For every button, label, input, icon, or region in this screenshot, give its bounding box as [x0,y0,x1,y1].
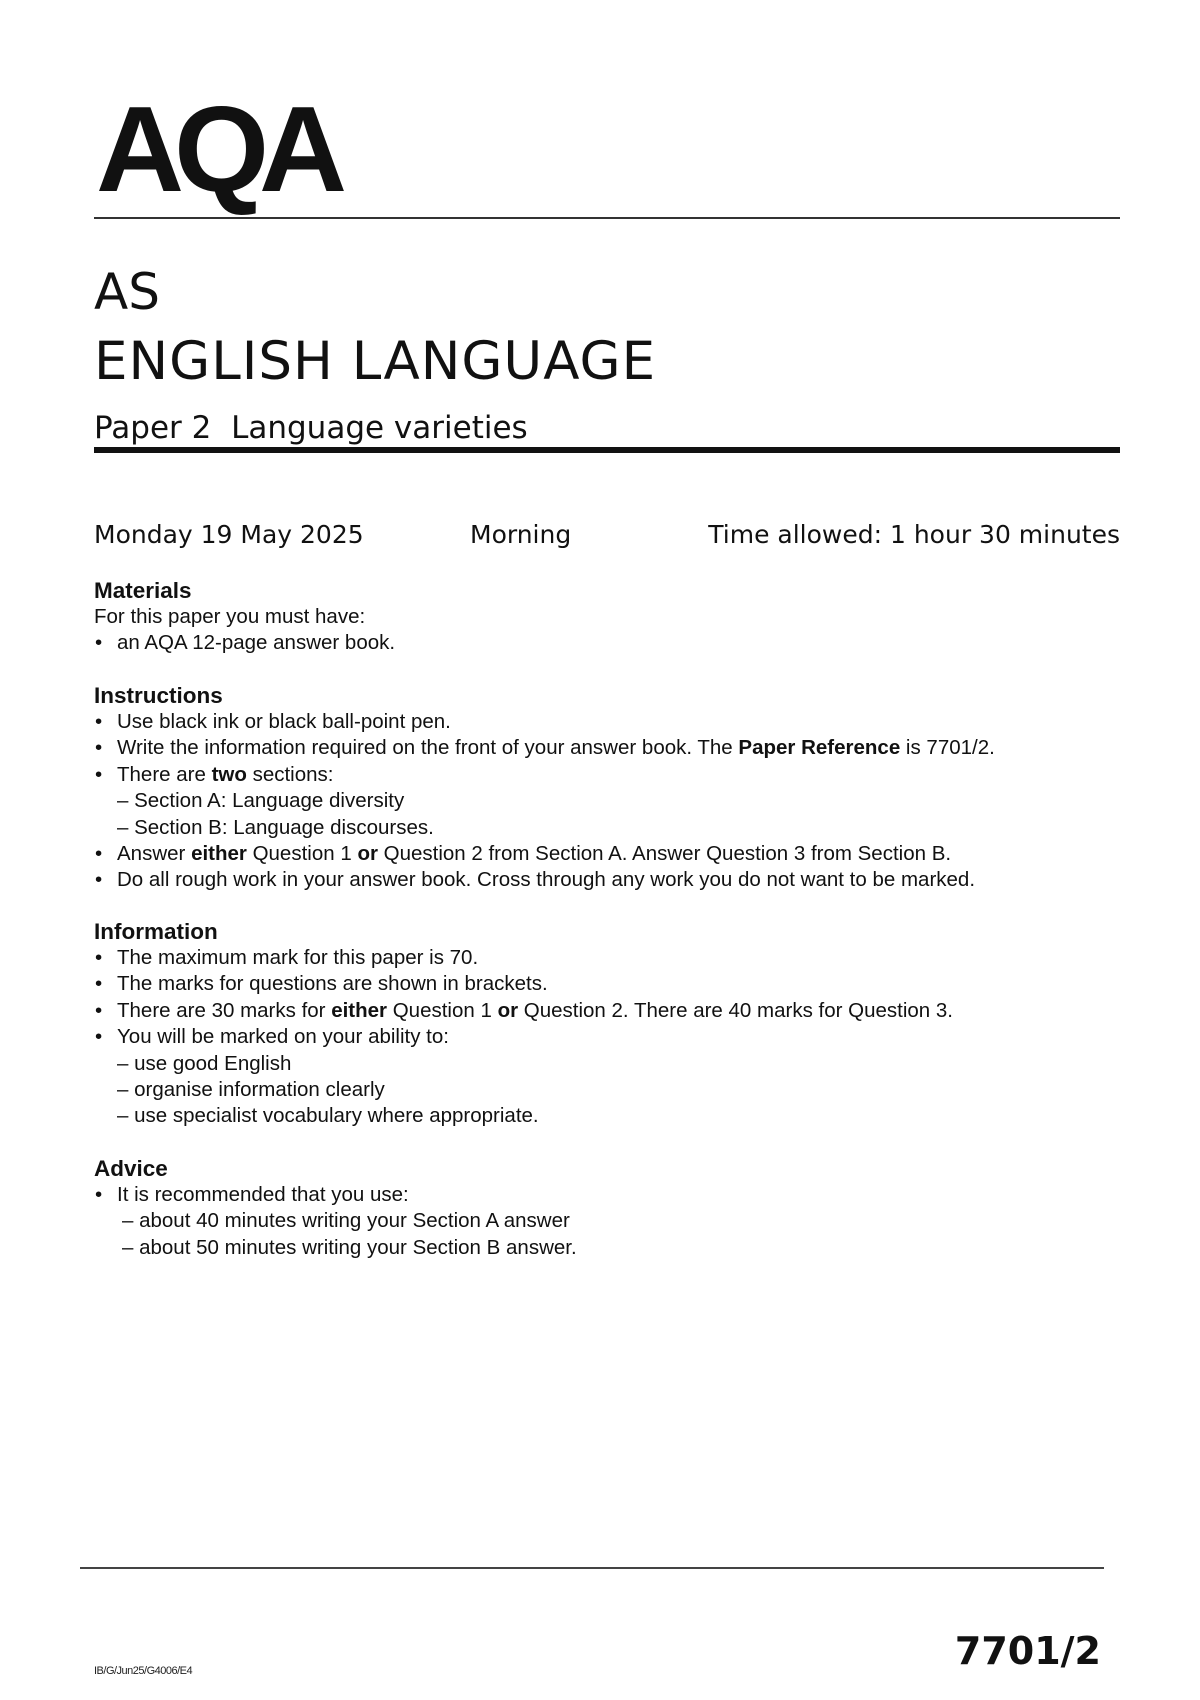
information-subitem: – use specialist vocabulary where appropriate. [117,1104,539,1128]
information-subitem-holder [94,1051,1134,1130]
materials-list [94,630,1134,656]
information-item: • The marks for questions are shown in brackets. [94,971,1134,997]
information-list [94,945,1134,1130]
instruction-text: There are [117,762,212,786]
instruction-item [94,841,1134,867]
information-text: There are 30 marks for [117,998,332,1022]
footer-divider [80,1567,1104,1569]
instruction-emphasis: Paper Reference [738,736,901,760]
qualification-level: AS [94,263,160,321]
materials-section [94,577,1134,657]
time-allowed: Time allowed: 1 hour 30 minutes [708,520,1120,549]
instruction-subitem-holder [94,788,1134,841]
exam-date: Monday 19 May 2025 [94,520,364,549]
instruction-text: Answer [117,842,192,866]
information-item: • You will be marked on your ability to: [94,1024,1134,1050]
information-emphasis: either [331,998,388,1022]
instruction-text: Question 1 [246,842,358,866]
instruction-subitem: – Section B: Language discourses. [117,815,434,839]
header-divider [94,217,1120,219]
instruction-item: • Use black ink or black ball-point pen. [94,709,1134,735]
information-item: • The maximum mark for this paper is 70. [94,945,1134,971]
instruction-emphasis: or [357,842,378,866]
materials-item: • an AQA 12-page answer book. [94,630,1134,656]
information-subitem: – use good English [117,1051,292,1075]
instruction-subitem: – Section A: Language diversity [117,789,405,813]
information-section [94,918,1134,1130]
materials-intro: For this paper you must have: [94,605,366,628]
title-divider [94,447,1120,453]
materials-heading: Materials [94,578,192,603]
advice-item: • It is recommended that you use: [94,1182,1134,1208]
instructions-section [94,682,1134,894]
information-emphasis: or [497,998,519,1022]
advice-subitem-holder [94,1208,1134,1261]
information-subitem: – organise information clearly [117,1078,385,1102]
instructions-list [94,709,1134,894]
instruction-item [94,762,1134,788]
information-heading: Information [94,919,218,944]
instruction-text: sections: [246,762,334,786]
instruction-item [94,735,1134,761]
subject-title: ENGLISH LANGUAGE [94,331,657,392]
paper-title: Paper 2 Language varieties [94,410,528,446]
information-text: Question 1 [387,998,498,1022]
advice-heading: Advice [94,1156,168,1181]
instruction-item: • Do all rough work in your answer book. Cross through any work you do not want to be marked. [94,867,1134,893]
paper-code: 7701/2 [954,1629,1101,1673]
instruction-text: Question 2 from Section A. Answer Question 3 from Section B. [377,842,952,866]
information-item [94,998,1134,1024]
instruction-emphasis: either [191,842,247,866]
advice-list [94,1182,1134,1261]
instruction-text: is 7701/2. [900,736,995,760]
aqa-logo: AQA [96,81,338,217]
document-reference: IB/G/Jun25/G4006/E4 [94,1665,193,1677]
instruction-text: Write the information required on the front of your answer book. The [117,736,739,760]
information-text: Question 2. There are 40 marks for Question 3. [518,998,953,1022]
instruction-emphasis: two [211,762,247,786]
advice-subitem: – about 40 minutes writing your Section A answer [122,1209,570,1233]
instructions-heading: Instructions [94,683,223,708]
exam-session: Morning [470,520,572,549]
advice-subitem: – about 50 minutes writing your Section B answer. [122,1235,577,1259]
advice-section [94,1155,1134,1261]
